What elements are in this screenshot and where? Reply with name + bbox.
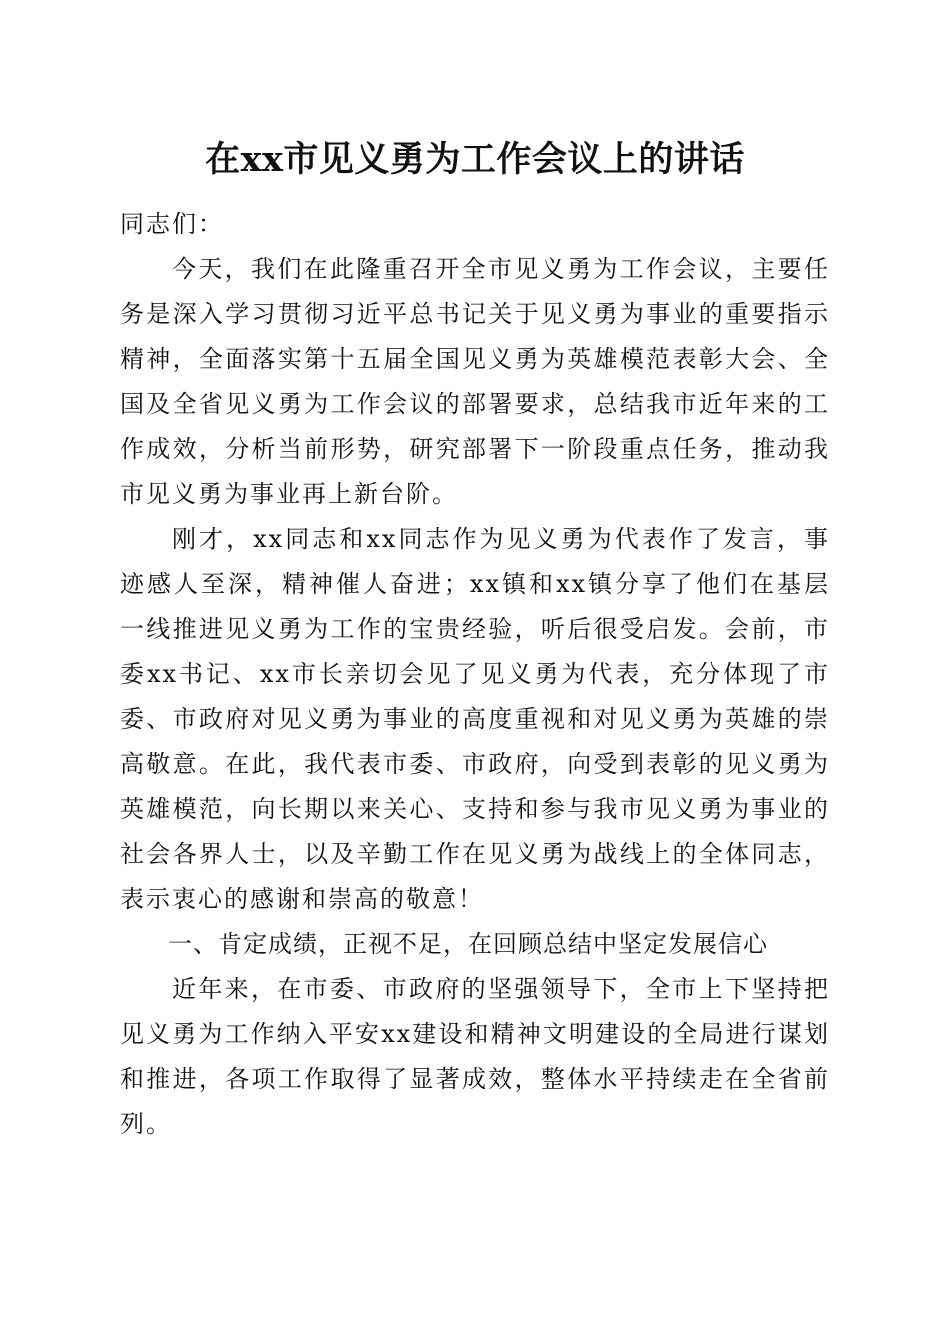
document-body (120, 202, 830, 1147)
salutation: 同志们： (120, 210, 224, 238)
paragraph-intro: 今天，我们在此隆重召开全市见义勇为工作会议，主要任务是深入学习贯彻习近平总书记关于见义勇为事业的重要指示精神，全面落实第十五届全国见义勇为英雄模范表彰大会、全国及全省见义勇为工作会议的部署要求，总结我市近年来的工作成效，分析当前形势，研究部署下一阶段重点任务，推动我市见义勇为事业再上新台阶。 (120, 255, 830, 508)
paragraph-thanks: 刚才，xx同志和xx同志作为见义勇为代表作了发言，事迹感人至深，精神催人奋进；xx镇和xx镇分享了他们在基层一线推进见义勇为工作的宝贵经验，听后很受启发。会前，市委xx书记、xx市长亲切会见了见义勇为代表，充分体现了市委、市政府对见义勇为事业的高度重视和对见义勇为英雄的崇高敬意。在此，我代表市委、市政府，向受到表彰的见义勇为英雄模范，向长期以来关心、支持和参与我市见义勇为事业的社会各界人士，以及辛勤工作在见义勇为战线上的全体同志，表示衷心的感谢和崇高的敬意！ (120, 525, 830, 913)
paragraph-section-1: 近年来，在市委、市政府的坚强领导下，全市上下坚持把见义勇为工作纳入平安xx建设和精神文明建设的全局进行谋划和推进，各项工作取得了显著成效，整体水平持续走在全省前列。 (120, 975, 830, 1138)
section-heading: 一、肯定成绩，正视不足，在回顾总结中坚定发展信心 (168, 930, 768, 958)
document-title: 在xx市见义勇为工作会议上的讲话 (205, 139, 745, 180)
